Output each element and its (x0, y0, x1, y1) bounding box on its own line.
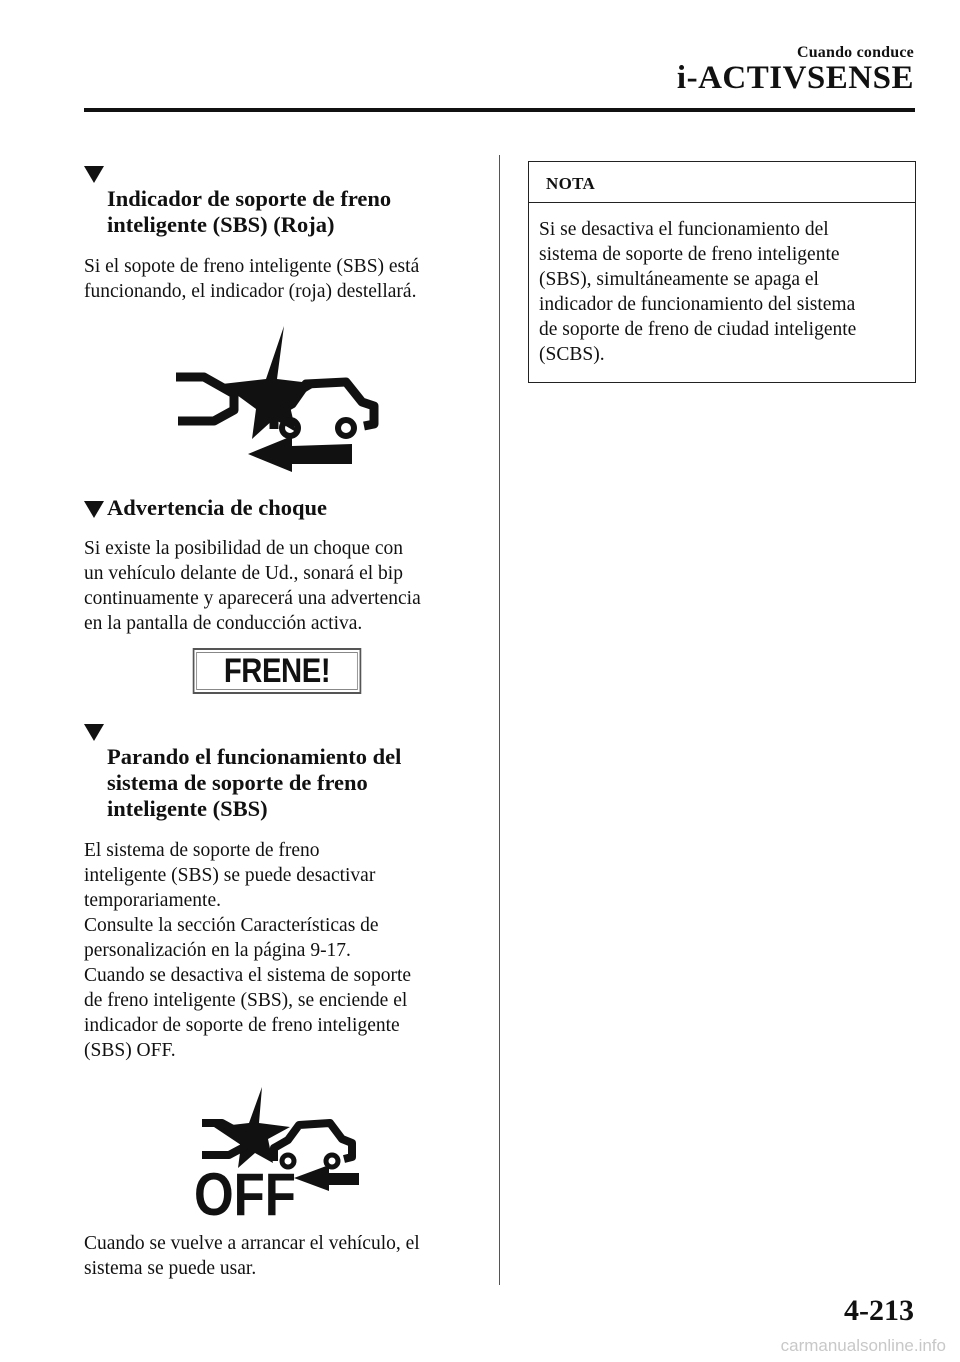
page-number: 4-213 (844, 1294, 914, 1327)
section-marker-icon (84, 166, 104, 183)
section-marker-icon (84, 501, 104, 518)
column-separator (499, 155, 500, 1285)
note-title: NOTA (529, 162, 915, 203)
sbs-indicator-description: Si el sopote de freno inteligente (SBS) está funcionando, el indicador (roja) destellará. (84, 256, 420, 302)
header-section-title: i-ACTIVSENSE (676, 60, 914, 96)
section-title-stop-sbs: Parando el funcionamiento del sistema de soporte de freno inteligente (SBS) (84, 718, 484, 822)
brake-warning-display (193, 648, 362, 694)
section-marker-icon (84, 724, 104, 741)
off-label: OFF (194, 1161, 296, 1223)
header-rule (84, 108, 915, 112)
brake-warning-text: FRENE! (223, 651, 331, 690)
section-title-collision-warning: Advertencia de choque (84, 495, 484, 521)
sbs-indicator-icon (84, 324, 484, 479)
note-text: Si se desactiva el funcionamiento del sistema de soporte de freno inteligente (SBS), simultáneamente se apaga el indicador de funcionamiento del sistema de soporte de freno de ciudad inteligente (SCBS). (539, 219, 857, 365)
section-title-sbs-indicator: Indicador de soporte de freno inteligente (SBS) (Roja) (84, 160, 484, 238)
collision-warning-description: Si existe la posibilidad de un choque con un vehículo delante de Ud., sonará el bip continuamente y aparecerá una advertencia en la pantalla de conducción activa. (84, 538, 421, 634)
sbs-off-indicator-icon (84, 1073, 484, 1223)
note-box (528, 161, 916, 383)
restart-note: Cuando se vuelve a arrancar el vehículo, el sistema se puede usar. (84, 1233, 420, 1279)
footer-watermark: carmanualsonline.info (780, 1336, 946, 1355)
left-column (84, 158, 484, 1281)
stop-sbs-description: El sistema de soporte de freno inteligente (SBS) se puede desactivar temporariamente. Consulte la sección Características de personalización en la página 9-17. Cuando se desactiva el sistema de soporte de freno inteligente (SBS), se enciende el indicador de soporte de freno inteligente (SBS) OFF. (84, 840, 412, 1061)
header-section-small: Cuando conduce (796, 44, 914, 61)
